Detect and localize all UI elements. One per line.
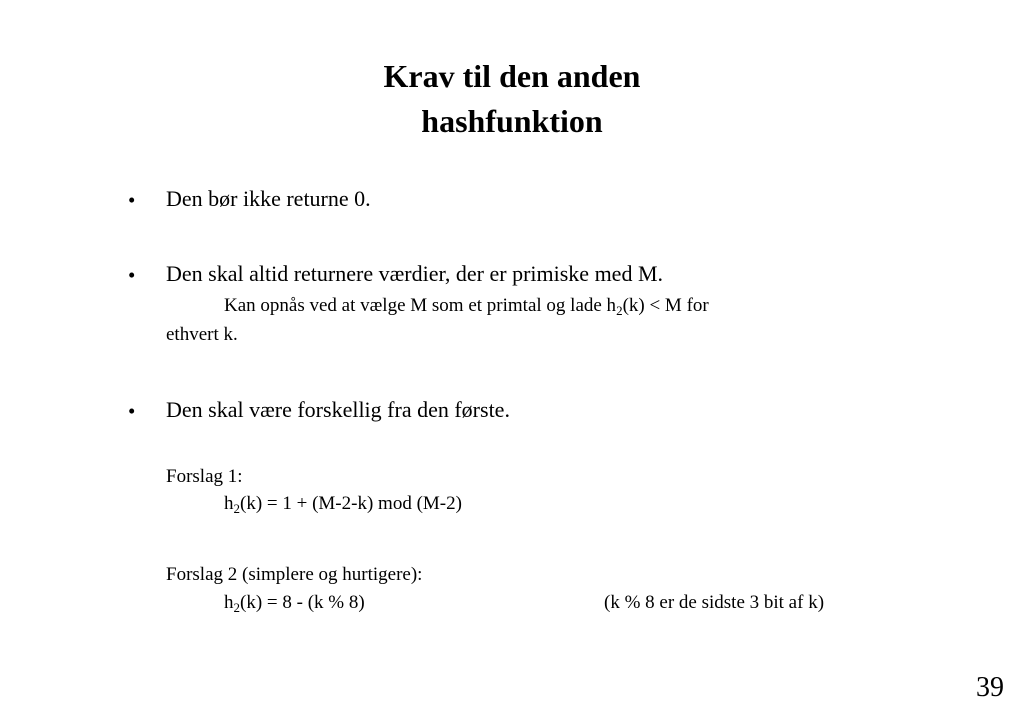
bullet-marker: • — [128, 263, 136, 287]
bullet-text-3: Den skal være forskellig fra den første. — [166, 397, 510, 422]
bullet-2-note-subscript: 2 — [616, 303, 623, 318]
proposal-1-formula — [224, 492, 462, 516]
proposal-2-label: Forslag 2 (simplere og hurtigere): — [166, 564, 423, 585]
bullet-2-note-before: Kan opnås ved at vælge M som et primtal og lade h — [224, 295, 617, 316]
formula-rest: (k) = 1 + (M-2-k) mod (M-2) — [240, 493, 462, 514]
bullet-2-note-after: (k) < M for — [622, 295, 709, 316]
formula-h: h — [224, 592, 234, 613]
formula-rest: (k) = 8 - (k % 8) — [240, 592, 365, 613]
proposal-2-comment: (k % 8 er de sidste 3 bit af k) — [604, 592, 825, 613]
bullet-text-2: Den skal altid returnere værdier, der er primiske med M. — [166, 261, 664, 286]
formula-subscript: 2 — [233, 501, 240, 516]
page-number: 39 — [976, 672, 1004, 703]
bullet-2-note-line-2: ethvert k. — [166, 324, 238, 345]
slide-title-line-1: Krav til den anden — [383, 58, 641, 94]
proposal-1-label: Forslag 1: — [166, 466, 243, 487]
bullet-text-1: Den bør ikke returne 0. — [166, 186, 371, 211]
slide-title-line-2: hashfunktion — [421, 103, 603, 139]
bullet-2-note — [224, 294, 709, 318]
formula-subscript: 2 — [233, 600, 240, 615]
proposal-2-formula — [224, 591, 365, 615]
formula-h: h — [224, 493, 234, 514]
bullet-marker: • — [128, 188, 136, 212]
bullet-marker: • — [128, 399, 136, 423]
